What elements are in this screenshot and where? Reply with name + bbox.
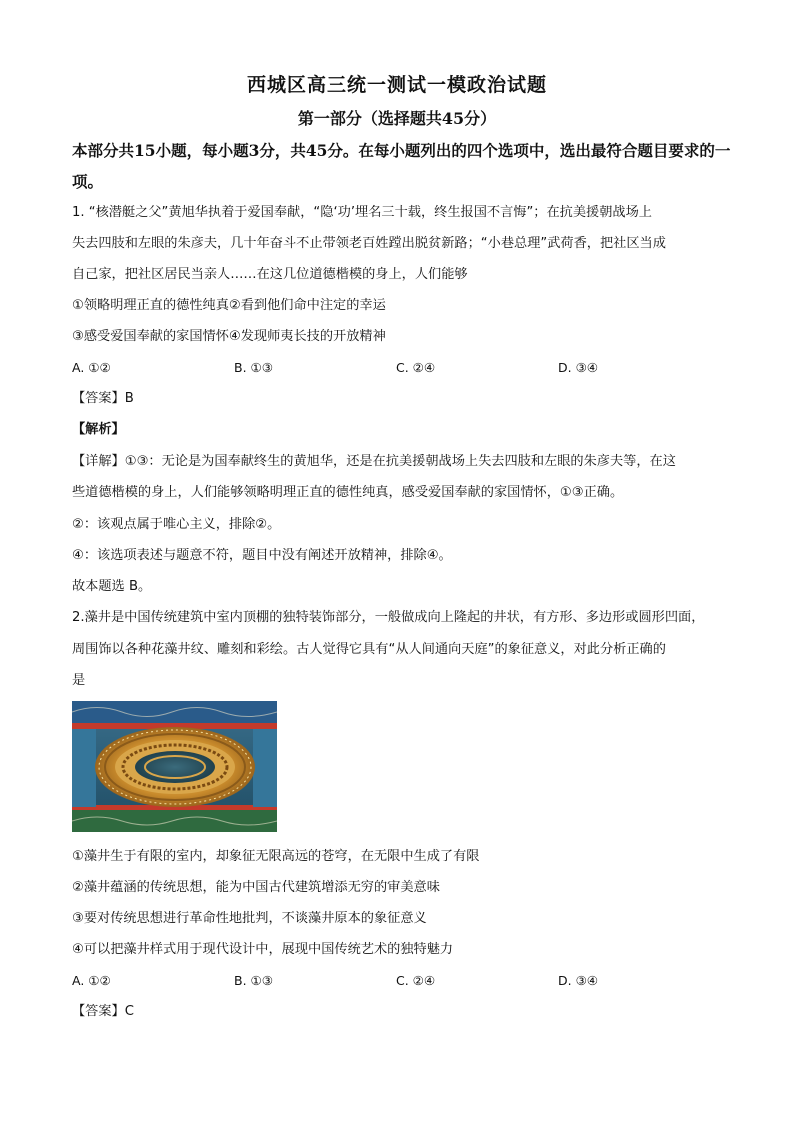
q2-stem-line: 周围饰以各种花藻井纹、雕刻和彩绘。古人觉得它具有“从人间通向天庭”的象征意义，对此分析正确的 [72, 642, 666, 657]
q1-option-c: C. ②④ [396, 360, 436, 375]
q1-detail-line: ②：该观点属于唯心主义，排除②。 [72, 517, 281, 532]
q1-detail-line: ④：该选项表述与题意不符，题目中没有阐述开放精神，排除④。 [72, 548, 452, 563]
caisson-ceiling-photo [72, 701, 277, 832]
q1-statement: ③感受爱国奉献的家国情怀④发现师夷长技的开放精神 [72, 329, 386, 344]
q1-analysis-label: 【解析】 [72, 422, 125, 437]
page-title: 西城区高三统一测试一模政治试题 [246, 74, 547, 96]
q1-option-d: D. ③④ [558, 360, 598, 375]
q1-statement: ①领略明理正直的德性纯真②看到他们命中注定的幸运 [72, 298, 386, 313]
q2-stem-line: 2.藻井是中国传统建筑中室内顶棚的独特装饰部分，一般做成向上隆起的井状，有方形、多边形或圆形凹面， [72, 610, 705, 625]
q1-option-a: A. ①② [72, 360, 111, 375]
q2-option-c: C. ②④ [396, 973, 436, 988]
q2-statement: ①藻井生于有限的室内，却象征无限高远的苍穹，在无限中生成了有限 [72, 849, 480, 864]
q1-stem-line: 自己家，把社区居民当亲人……在这几位道德楷模的身上，人们能够 [72, 267, 468, 282]
q1-stem-line: 1. “核潜艇之父”黄旭华执着于爱国奉献，“隐‘功’埋名三十载，终生报国不言悔”；在抗美援朝战场上 [72, 205, 652, 220]
q2-statement: ③要对传统思想进行革命性地批判，不谈藻井原本的象征意义 [72, 911, 427, 926]
section-heading: 第一部分（选择题共45分） [297, 109, 497, 128]
q1-stem-line: 失去四肢和左眼的朱彦夫，几十年奋斗不止带领老百姓蹚出脱贫新路；“小巷总理”武荷香，把社区当成 [72, 236, 666, 251]
q1-detail-line: 【详解】①③：无论是为国奉献终生的黄旭华，还是在抗美援朝战场上失去四肢和左眼的朱彦夫等，在这 [72, 454, 676, 469]
q2-statement: ④可以把藻井样式用于现代设计中，展现中国传统艺术的独特魅力 [72, 942, 454, 957]
q2-answer: 【答案】C [72, 1004, 134, 1019]
q2-option-b: B. ①③ [234, 973, 273, 988]
q1-conclusion: 故本题选 B。 [72, 579, 152, 594]
q1-answer: 【答案】B [72, 391, 134, 406]
q1-detail-line: 些道德楷模的身上，人们能够领略明理正直的德性纯真，感受爱国奉献的家国情怀，①③正确。 [72, 485, 624, 500]
q2-statement: ②藻井蕴涵的传统思想，能为中国古代建筑增添无穷的审美意味 [72, 880, 440, 895]
q2-option-a: A. ①② [72, 973, 111, 988]
section-intro: 本部分共15小题，每小题3分，共45分。在每小题列出的四个选项中，选出最符合题目要求的一项。 [72, 141, 731, 191]
q1-option-b: B. ①③ [234, 360, 273, 375]
q2-option-d: D. ③④ [558, 973, 598, 988]
q2-stem-line: 是 [72, 673, 86, 688]
